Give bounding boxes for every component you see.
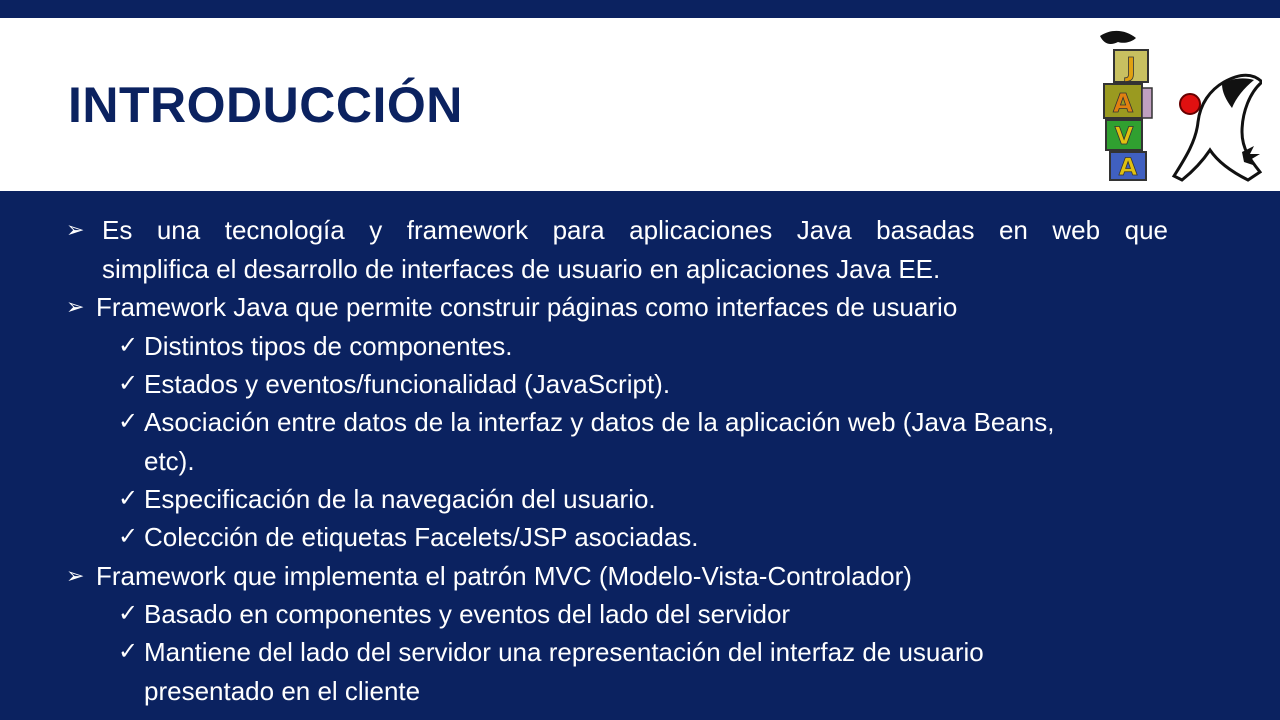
bullet-3-sub-2-cont: presentado en el cliente (144, 676, 421, 706)
java-duke-logo (1092, 22, 1262, 188)
checkmark-icon: ✓ (118, 638, 139, 665)
java-blocks-icon (1104, 50, 1152, 181)
arrow-bullet-icon: ➢ (66, 294, 85, 319)
checkmark-icon: ✓ (118, 408, 139, 435)
checkmark-icon: ✓ (118, 600, 139, 627)
checkmark-icon: ✓ (118, 523, 139, 550)
bullet-2-sub-4: Especificación de la navegación del usuario. (144, 484, 656, 514)
block-letter-a2: A (1118, 153, 1138, 181)
block-letter-a: A (1112, 89, 1134, 119)
duke-nose-icon (1180, 94, 1200, 114)
bullet-1-line-2: simplifica el desarrollo de interfaces de usuario en aplicaciones Java EE. (102, 254, 941, 284)
arrow-bullet-icon: ➢ (66, 563, 85, 588)
bullet-3-text: Framework que implementa el patrón MVC (Modelo-Vista-Controlador) (96, 561, 912, 591)
arrow-bullet-icon: ➢ (66, 217, 85, 242)
checkmark-icon: ✓ (118, 370, 139, 397)
bullet-3-sub-2: Mantiene del lado del servidor una representación del interfaz de usuario (144, 637, 984, 667)
bullet-1-line-1: Es una tecnología y framework para aplicaciones Java basadas en web que (102, 215, 1168, 245)
bullet-3-sub-1: Basado en componentes y eventos del lado del servidor (144, 599, 791, 629)
content-panel (0, 191, 1280, 720)
block-letter-v: V (1114, 122, 1134, 150)
title-area (0, 18, 1280, 191)
duke-arm-icon (1100, 31, 1136, 44)
checkmark-icon: ✓ (118, 332, 139, 359)
bullet-2-sub-1: Distintos tipos de componentes. (144, 331, 513, 361)
block-letter-j: J (1126, 53, 1136, 83)
bullet-2-sub-3: Asociación entre datos de la interfaz y datos de la aplicación web (Java Beans, (144, 407, 1055, 437)
top-band (0, 0, 1280, 18)
duke-body-icon (1174, 75, 1262, 180)
bullet-2-text: Framework Java que permite construir páginas como interfaces de usuario (96, 292, 958, 322)
bullet-2-sub-5: Colección de etiquetas Facelets/JSP asociadas. (144, 522, 699, 552)
slide-title: INTRODUCCIÓN (68, 77, 463, 133)
bullet-2-sub-3-cont: etc). (144, 446, 195, 476)
bullet-2-sub-2: Estados y eventos/funcionalidad (JavaScript). (144, 369, 671, 399)
checkmark-icon: ✓ (118, 485, 139, 512)
